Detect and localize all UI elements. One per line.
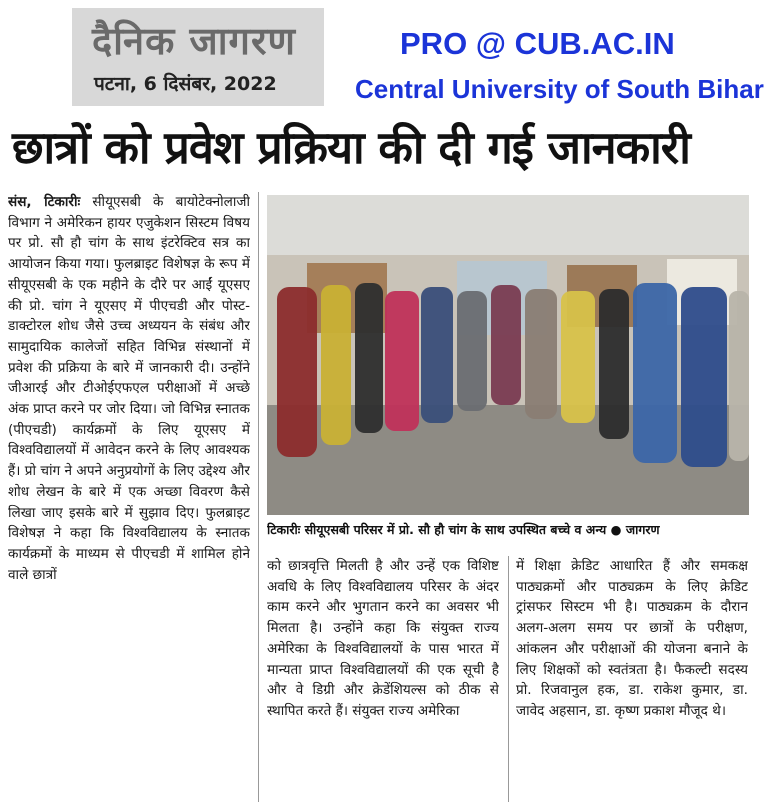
article-column-3 xyxy=(516,556,748,802)
article-col1-text: सीयूएसबी के बायोटेक्नोलाजी विभाग ने अमेरिकन हायर एजुकेशन सिस्टम विषय पर प्रो. सौ हौ चांग के साथ इंटरेक्टिव सत्र का आयोजन किया गया। फुलब्राइट विशेषज्ञ के रूप में सीयूएसबी के एक महीने के दौरे पर आईं यूएसए की प्रो. चांग ने यूएसए में पीएचडी और पोस्ट-डाक्टोरल शोध जैसे उच्च अध्ययन के संबंध और सामुदायिक कालेजों सहित विभिन्न संस्थानों में प्रवेश की प्रक्रिया के बारे में जानकारी दी। उन्होंने जीआरई और टीओईएफएल परीक्षाओं में अच्छे अंक प्राप्त करने पर जोर दिया। जो विभिन्न स्नातक (पीएचडी) कार्यक्रमों के लिए यूएसए में विश्वविद्यालयों में आवेदन करने के लिए आवश्यक हैं। प्रो चांग ने अपने अनुप्रयोगों के लिए उद्देश्य और शोध लेखन के बारे में एक अच्छा विवरण कैसे लिखा जाए इसके बारे में सुझाव दिए। फुलब्राइट विशेषज्ञ ने कहा कि विश्वविद्यालय के स्नातक कार्यक्रमों के माध्यम से पीएचडी में शामिल होने वाले छात्रों xyxy=(8,194,250,583)
article-dateline: संस, टिकारीः xyxy=(8,194,81,210)
article-column-1 xyxy=(8,192,250,802)
newspaper-logo: दैनिक जागरण xyxy=(92,19,296,63)
article-column-2 xyxy=(267,556,499,802)
group-photo xyxy=(267,195,749,515)
article-col2-text: को छात्रवृत्ति मिलती है और उन्हें एक विशिष्ट अवधि के लिए विश्वविद्यालय परिसर के अंदर काम करने और भुगतान करने का अवसर भी मिलता है। उन्होंने कहा कि संयुक्त राज्य अमेरिका के विश्वविद्यालयों के पास भारत में मान्यता प्राप्त विश्वविद्यालयों की एक सूची है और वे डिग्री और क्रेडेंशियल्स को ठीक से स्थापित करते हैं। संयुक्त राज्य अमेरिका xyxy=(267,558,499,719)
group-photo-image xyxy=(267,195,749,515)
article-col3-text: में शिक्षा क्रेडिट आधारित हैं और समकक्ष पाठ्यक्रमों और पाठ्यक्रम के लिए क्रेडिट ट्रांसफर सिस्टम भी है। पाठ्यक्रम के दौरान अलग-अलग समय पर छात्रों के परीक्षण, आंकलन और परीक्षाओं की योजना बनाने के लिए शिक्षकों को स्वतंत्रता है। फैकल्टी सदस्य प्रो. रिजवानुल हक, डा. राकेश कुमार, डा. जावेद अहसान, डा. कृष्ण प्रकाश मौजूद थे। xyxy=(516,558,748,719)
university-name: Central University of South Bihar xyxy=(355,74,764,104)
column-divider xyxy=(258,192,259,802)
photo-caption: टिकारीः सीयूएसबी परिसर में प्रो. सौ हौ चांग के साथ उपस्थित बच्चे व अन्य ● जागरण xyxy=(267,522,660,537)
article-headline: छात्रों को प्रवेश प्रक्रिया की दी गई जानकारी xyxy=(12,121,690,174)
newspaper-masthead xyxy=(72,8,324,106)
column-divider xyxy=(508,556,509,802)
pro-email: PRO @ CUB.AC.IN xyxy=(400,26,675,61)
edition-date: पटना, 6 दिसंबर, 2022 xyxy=(94,73,277,95)
